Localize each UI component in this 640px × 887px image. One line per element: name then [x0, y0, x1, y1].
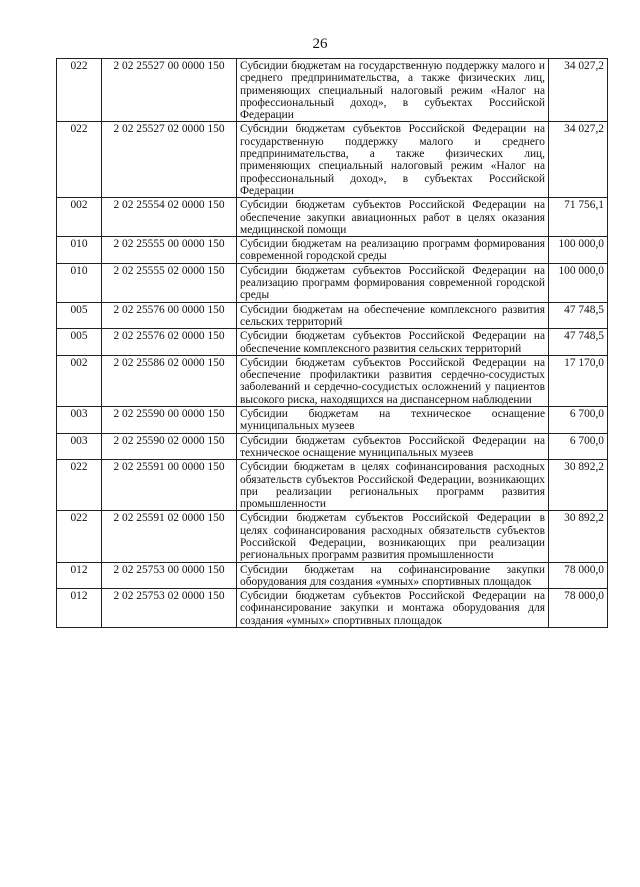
admin-code-cell: 002: [57, 355, 102, 406]
admin-code-cell: 005: [57, 329, 102, 356]
amount-cell: 17 170,0: [549, 355, 608, 406]
revenue-name-cell: Субсидии бюджетам в целях софинансирования расходных обязательств субъектов Российской Федерации, возникающих при реализации региональных программ развития промышленности: [237, 460, 549, 511]
admin-code-cell: 010: [57, 237, 102, 264]
budget-classification-code-cell: 2 02 25753 02 0000 150: [102, 589, 237, 628]
revenue-name-cell: Субсидии бюджетам субъектов Российской Федерации на реализацию программ формирования современной городской среды: [237, 263, 549, 302]
revenue-name-cell: Субсидии бюджетам на государственную поддержку малого и среднего предпринимательства, а также физических лиц, применяющих специальный налоговый режим «Налог на профессиональный доход», в субъектах Российской Федерации: [237, 59, 549, 122]
revenue-name-cell: Субсидии бюджетам на техническое оснащение муниципальных музеев: [237, 407, 549, 434]
admin-code-cell: 012: [57, 589, 102, 628]
table-row: [57, 460, 608, 511]
amount-cell: 100 000,0: [549, 263, 608, 302]
revenue-name-cell: Субсидии бюджетам на софинансирование закупки оборудования для создания «умных» спортивных площадок: [237, 562, 549, 589]
budget-classification-code-cell: 2 02 25753 00 0000 150: [102, 562, 237, 589]
table-row: [57, 329, 608, 356]
budget-classification-code-cell: 2 02 25586 02 0000 150: [102, 355, 237, 406]
revenue-name-cell: Субсидии бюджетам субъектов Российской Федерации на софинансирование закупки и монтажа оборудования для создания «умных» спортивных площадок: [237, 589, 549, 628]
budget-classification-code-cell: 2 02 25576 02 0000 150: [102, 329, 237, 356]
budget-classification-code-cell: 2 02 25554 02 0000 150: [102, 198, 237, 237]
table-row: [57, 263, 608, 302]
table-row: [57, 122, 608, 198]
amount-cell: 71 756,1: [549, 198, 608, 237]
table-row: [57, 355, 608, 406]
budget-classification-code-cell: 2 02 25591 02 0000 150: [102, 511, 237, 562]
amount-cell: 100 000,0: [549, 237, 608, 264]
budget-classification-code-cell: 2 02 25527 00 0000 150: [102, 59, 237, 122]
admin-code-cell: 003: [57, 407, 102, 434]
table-row: [57, 198, 608, 237]
amount-cell: 30 892,2: [549, 511, 608, 562]
budget-classification-code-cell: 2 02 25576 00 0000 150: [102, 302, 237, 329]
admin-code-cell: 022: [57, 122, 102, 198]
revenue-name-cell: Субсидии бюджетам субъектов Российской Федерации на государственную поддержку малого и среднего предпринимательства, а также физических лиц, применяющих специальный налоговый режим «Налог на профессиональный доход», в субъектах Российской Федерации: [237, 122, 549, 198]
amount-cell: 34 027,2: [549, 122, 608, 198]
table-row: [57, 407, 608, 434]
budget-classification-code-cell: 2 02 25591 00 0000 150: [102, 460, 237, 511]
amount-cell: 34 027,2: [549, 59, 608, 122]
amount-cell: 30 892,2: [549, 460, 608, 511]
revenue-name-cell: Субсидии бюджетам субъектов Российской Федерации на обеспечение профилактики развития сердечно-сосудистых заболеваний и сердечно-сосудистых осложнений у пациентов высокого риска, находящихся на диспансерном наблюдении: [237, 355, 549, 406]
table-row: [57, 562, 608, 589]
admin-code-cell: 005: [57, 302, 102, 329]
amount-cell: 47 748,5: [549, 329, 608, 356]
budget-classification-code-cell: 2 02 25555 00 0000 150: [102, 237, 237, 264]
admin-code-cell: 022: [57, 511, 102, 562]
revenue-name-cell: Субсидии бюджетам субъектов Российской Федерации на техническое оснащение муниципальных музеев: [237, 433, 549, 460]
admin-code-cell: 002: [57, 198, 102, 237]
page-number: 26: [312, 36, 328, 52]
table-row: [57, 237, 608, 264]
budget-classification-code-cell: 2 02 25590 00 0000 150: [102, 407, 237, 434]
amount-cell: 47 748,5: [549, 302, 608, 329]
amount-cell: 6 700,0: [549, 433, 608, 460]
revenue-name-cell: Субсидии бюджетам субъектов Российской Федерации на обеспечение комплексного развития сельских территорий: [237, 329, 549, 356]
revenue-name-cell: Субсидии бюджетам на реализацию программ формирования современной городской среды: [237, 237, 549, 264]
admin-code-cell: 010: [57, 263, 102, 302]
table-row: [57, 302, 608, 329]
revenue-name-cell: Субсидии бюджетам субъектов Российской Федерации на обеспечение закупки авиационных работ в целях оказания медицинской помощи: [237, 198, 549, 237]
admin-code-cell: 022: [57, 59, 102, 122]
budget-classification-code-cell: 2 02 25590 02 0000 150: [102, 433, 237, 460]
amount-cell: 6 700,0: [549, 407, 608, 434]
budget-classification-code-cell: 2 02 25555 02 0000 150: [102, 263, 237, 302]
table-row: [57, 511, 608, 562]
amount-cell: 78 000,0: [549, 562, 608, 589]
table-body: [57, 59, 608, 628]
admin-code-cell: 012: [57, 562, 102, 589]
admin-code-cell: 003: [57, 433, 102, 460]
table-row: [57, 433, 608, 460]
budget-classification-code-cell: 2 02 25527 02 0000 150: [102, 122, 237, 198]
table-row: [57, 589, 608, 628]
table-row: [57, 59, 608, 122]
revenue-name-cell: Субсидии бюджетам на обеспечение комплексного развития сельских территорий: [237, 302, 549, 329]
admin-code-cell: 022: [57, 460, 102, 511]
revenue-table: [56, 58, 608, 628]
revenue-name-cell: Субсидии бюджетам субъектов Российской Федерации в целях софинансирования расходных обязательств субъектов Российской Федерации, возникающих при реализации региональных программ развития промышленности: [237, 511, 549, 562]
amount-cell: 78 000,0: [549, 589, 608, 628]
